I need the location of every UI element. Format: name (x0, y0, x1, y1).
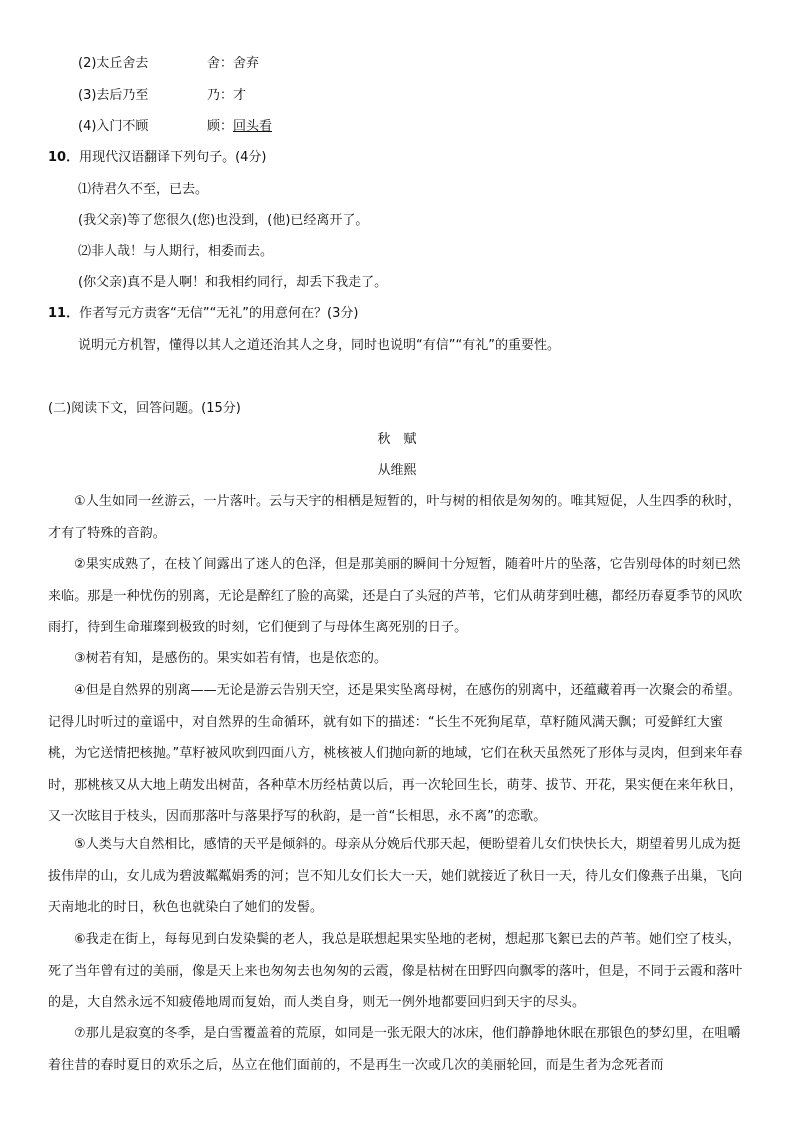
q10-answer-1: (我父亲)等了您很久(您)也没到，(他)已经离开了。 (78, 213, 369, 228)
paragraph-3: ③树若有知，是感伤的。果实如若有情，也是依恋的。 (74, 651, 388, 666)
paragraph-1: ①人生如同一丝游云，一片落叶。云与天宇的相栖是短暂的，叶与树的相依是匆匆的。唯其短促，人生四季的秋时，才有了特殊的音韵。 (48, 494, 741, 541)
item-2-gloss: 舍：舍弃 (207, 56, 260, 71)
paragraph-5: ⑤人类与大自然相比，感情的天平是倾斜的。母亲从分娩后代那天起，便盼望着儿女们快快长大，期望着男儿成为挺拔伟岸的山，女儿成为碧波粼粼娟秀的河；岂不知儿女们长大一天，她们就接近了秋日一天，待儿女们像燕子出巢，飞向天南地北的时日，秋色也就染白了她们的发髻。 (48, 837, 743, 915)
essay-author: 从维熙 (377, 463, 417, 478)
q11-answer: 说明元方机智，懂得以其人之道还治其人之身，同时也说明“有信”“有礼”的重要性。 (78, 338, 560, 353)
item-4-gloss: 顾：回头看 (207, 119, 273, 134)
q10-answer-2: (你父亲)真不是人啊！和我相约同行，却丢下我走了。 (78, 275, 388, 290)
section-heading: (二)阅读下文，回答问题。(15分) (48, 401, 241, 416)
q10-sentence-1: ⑴待君久不至，已去。 (78, 182, 209, 197)
item-3-gloss: 乃：才 (207, 88, 247, 103)
q10-sentence-2: ⑵非人哉！与人期行，相委而去。 (78, 244, 274, 259)
paragraph-4: ④但是自然界的别离——无论是游云告别天空，还是果实坠离母树，在感伤的别离中，还蕴藏着再一次聚会的希望。记得儿时听过的童谣中，对自然界的生命循环，就有如下的描述：“长生不死狗尾草，草籽随风满天飘；可爱鲜红大蜜桃，为它送情把核抛。”草籽被风吹到四面八方，桃核被人们抛向新的地域，它们在秋天虽然死了形体与灵肉，但到来年春时，那桃核又从大地上萌发出树苗，各种草木历经枯黄以后，再一次轮回生长，萌芽、拔节、开花，果实便在来年秋日，又一次眩目于枝头，因而那落叶与落果抒写的秋韵，是一首“长相思，永不离”的恋歌。 (48, 683, 743, 824)
item-2-phrase: (2)太丘舍去 (78, 56, 149, 71)
question-10: 10．用现代汉语翻译下列句子。(4分) (48, 150, 267, 165)
item-4-phrase: (4)入门不顾 (78, 119, 149, 134)
item-3-phrase: (3)去后乃至 (78, 88, 149, 103)
paragraph-6: ⑥我走在街上，每每见到白发染鬓的老人，我总是联想起果实坠地的老树，想起那飞絮已去的芦苇。她们空了枝头，死了当年曾有过的美丽，像是天上来也匆匆去也匆匆的云霞，像是枯树在田野四向飘零的落叶，但是，不同于云霞和落叶的是，大自然永远不知疲倦地周而复始，而人类自身，则无一例外地都要回归到天宇的尽头。 (48, 932, 743, 1010)
question-11: 11．作者写元方责客“无信”“无礼”的用意何在？(3分) (48, 306, 359, 321)
essay-title: 秋 赋 (377, 432, 417, 447)
paragraph-7: ⑦那儿是寂寞的冬季，是白雪覆盖着的荒原，如同是一张无限大的冰床，他们静静地休眠在那银色的梦幻里，在咀嚼着往昔的春时夏日的欢乐之后，丛立在他们面前的，不是再生一次或几次的美丽轮回，而是生者为念死者而 (48, 1026, 741, 1073)
paragraph-2: ②果实成熟了，在枝丫间露出了迷人的色泽，但是那美丽的瞬间十分短暂，随着叶片的坠落，它告别母体的时刻已然来临。那是一种忧伤的别离，无论是醉红了脸的高粱，还是白了头冠的芦苇，它们从萌芽到吐穗，都经历春夏季节的风吹雨打，待到生命璀璨到极致的时刻，它们便到了与母体生离死别的日子。 (48, 557, 743, 635)
